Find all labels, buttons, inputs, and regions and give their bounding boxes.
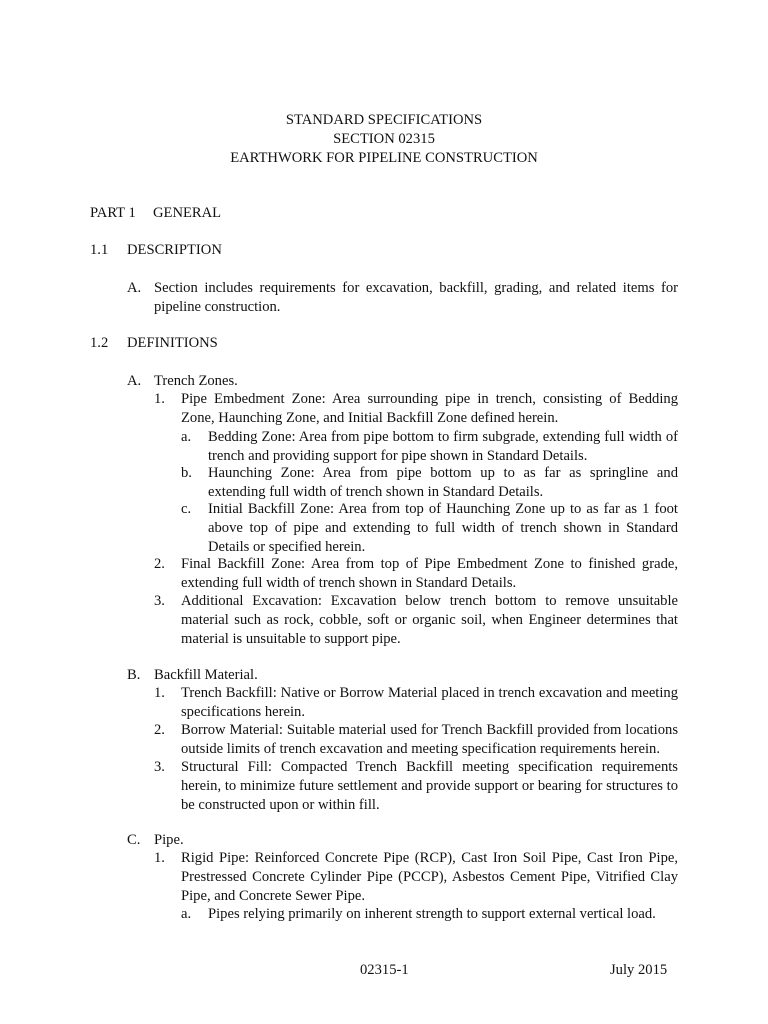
paragraph: Initial Backfill Zone: Area from top of Haunching Zone up to as far as 1 foot above top of pipe and extending to full width of trench shown in Standard Details or specified herein. bbox=[208, 501, 678, 555]
paragraph: Trench Backfill: Native or Borrow Material placed in trench excavation and meeting specifications herein. bbox=[181, 685, 678, 720]
subsection-title: Pipe. bbox=[154, 832, 184, 848]
item-label: 3. bbox=[154, 759, 165, 775]
paragraph: Haunching Zone: Area from pipe bottom up to as far as springline and extending full width of trench shown in Standard Details. bbox=[208, 465, 678, 500]
header-section: SECTION 02315 bbox=[333, 131, 435, 147]
paragraph: Rigid Pipe: Reinforced Concrete Pipe (RCP), Cast Iron Soil Pipe, Cast Iron Pipe, Prestressed Concrete Cylinder Pipe (PCCP), Asbestos Cement Pipe, Vitrified Clay Pipe, and Concrete Sewer Pipe. bbox=[181, 850, 678, 904]
item-label: b. bbox=[181, 465, 192, 481]
item-label: C. bbox=[127, 832, 141, 848]
item-label: 2. bbox=[154, 722, 165, 738]
part-number: PART 1 bbox=[90, 205, 136, 221]
paragraph: Final Backfill Zone: Area from top of Pipe Embedment Zone to finished grade, extending full width of trench shown in Standard Details. bbox=[181, 556, 678, 591]
paragraph: Bedding Zone: Area from pipe bottom to firm subgrade, extending full width of trench and providing support for pipe shown in Standard Details. bbox=[208, 429, 678, 464]
part-title: GENERAL bbox=[153, 205, 222, 221]
item-label: a. bbox=[181, 429, 192, 445]
subsection-title: Trench Zones. bbox=[154, 373, 238, 389]
header-title: STANDARD SPECIFICATIONS bbox=[285, 112, 483, 128]
item-label: a. bbox=[181, 906, 192, 922]
item-label: 2. bbox=[154, 556, 165, 572]
item-label: 1. bbox=[154, 850, 165, 866]
section-title: DESCRIPTION bbox=[127, 242, 222, 258]
item-label: 3. bbox=[154, 593, 165, 609]
page-number: 02315-1 bbox=[360, 962, 409, 978]
paragraph: Pipe Embedment Zone: Area surrounding pipe in trench, consisting of Bedding Zone, Haunching Zone, and Initial Backfill Zone defined herein. bbox=[181, 391, 678, 426]
section-number: 1.1 bbox=[90, 242, 109, 258]
paragraph: Structural Fill: Compacted Trench Backfill meeting specification requirements herein, to minimize future settlement and provide support or bearing for structures to be constructed upon or within fill. bbox=[181, 759, 678, 813]
item-label: c. bbox=[181, 501, 192, 517]
paragraph: Borrow Material: Suitable material used for Trench Backfill provided from locations outside limits of trench excavation and meeting specification requirements herein. bbox=[181, 722, 678, 757]
item-label: B. bbox=[127, 667, 141, 683]
item-label: 1. bbox=[154, 391, 165, 407]
item-label: 1. bbox=[154, 685, 165, 701]
paragraph: Section includes requirements for excavation, backfill, grading, and related items for pipeline construction. bbox=[154, 280, 678, 315]
item-label: A. bbox=[127, 373, 142, 389]
section-number: 1.2 bbox=[90, 335, 109, 351]
item-label: A. bbox=[127, 280, 142, 296]
paragraph: Pipes relying primarily on inherent strength to support external vertical load. bbox=[208, 906, 656, 922]
subsection-title: Backfill Material. bbox=[154, 667, 258, 683]
revision-date: July 2015 bbox=[610, 962, 668, 978]
paragraph: Additional Excavation: Excavation below trench bottom to remove unsuitable material such as rock, cobble, soft or organic soil, when Engineer determines that material is unsuitable to support pipe. bbox=[181, 593, 678, 647]
document-header bbox=[0, 111, 768, 168]
section-title: DEFINITIONS bbox=[127, 335, 218, 351]
header-subject: EARTHWORK FOR PIPELINE CONSTRUCTION bbox=[230, 150, 538, 166]
